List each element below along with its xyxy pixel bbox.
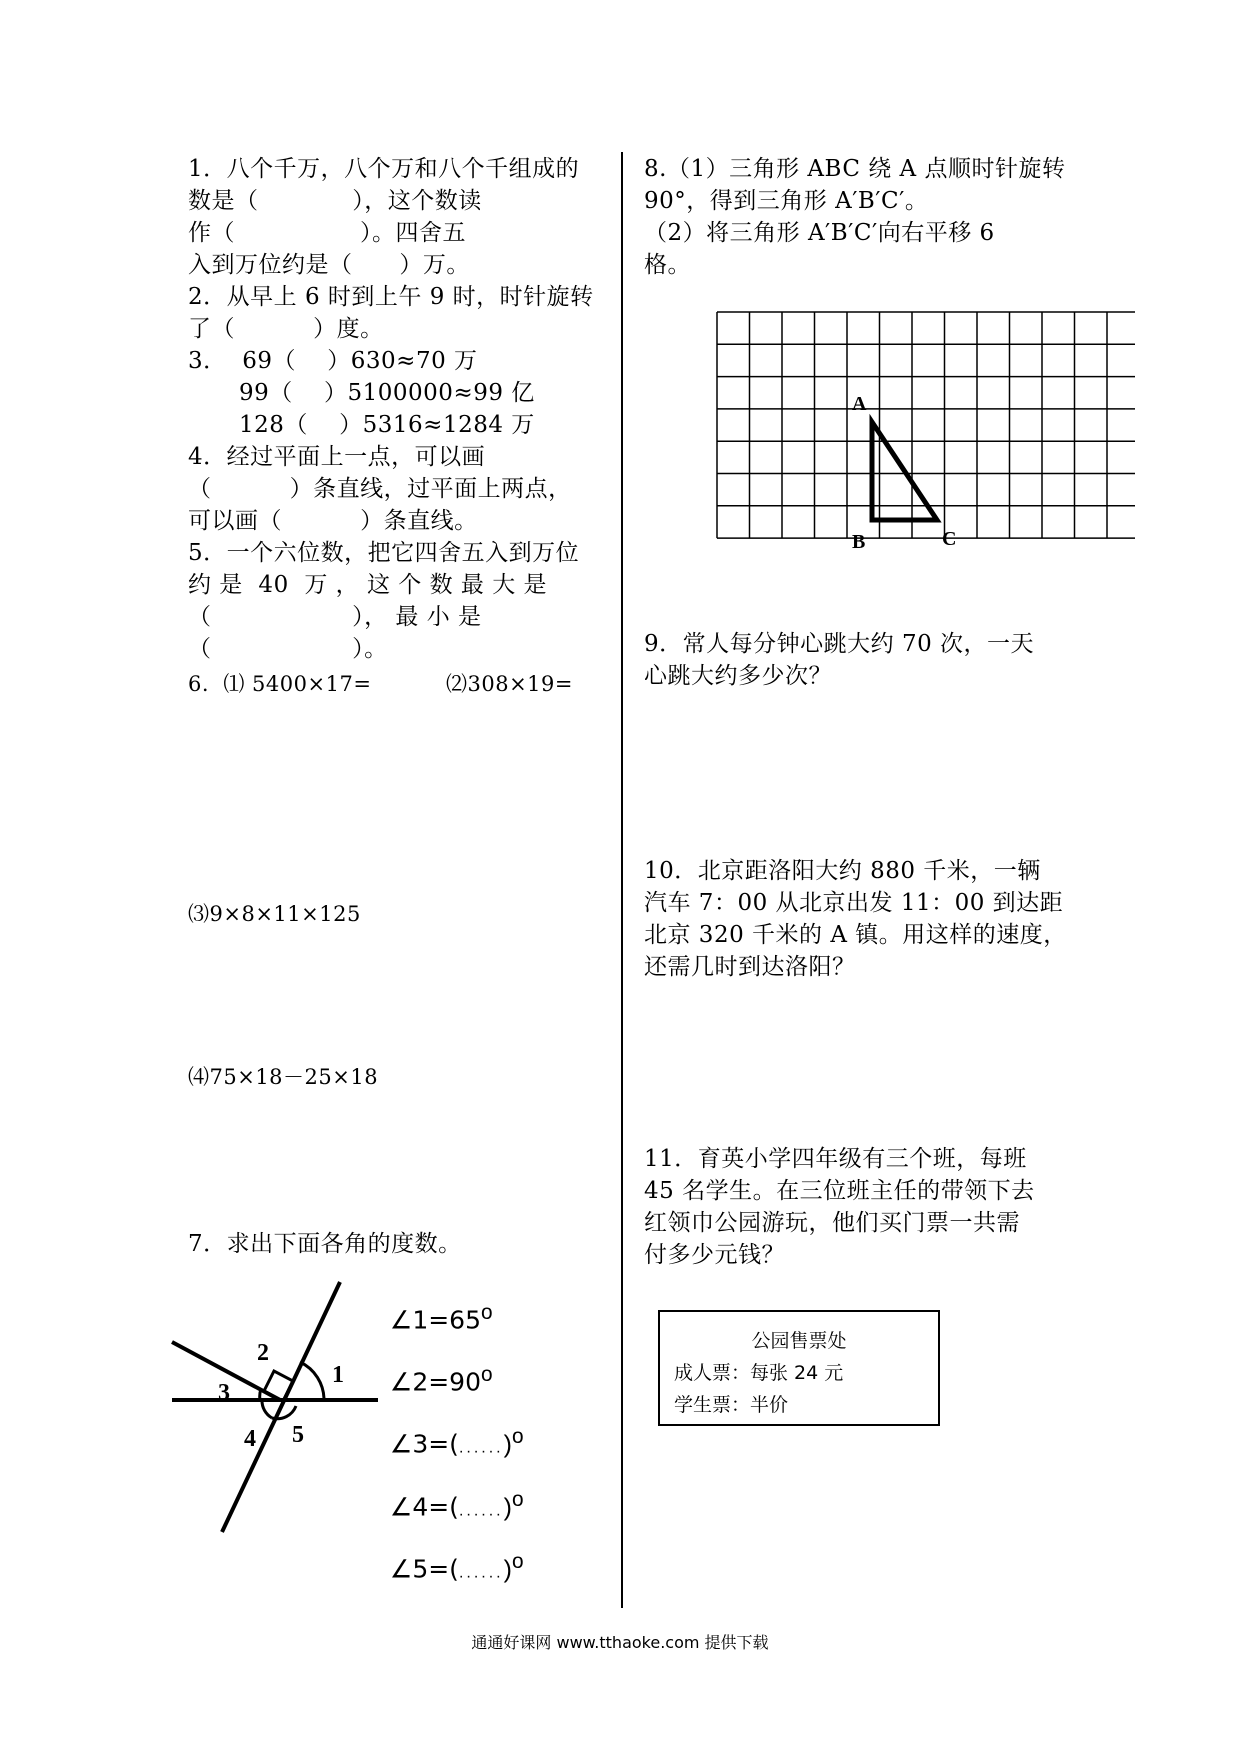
q5-line-3: （ ）， 最 小 是: [188, 604, 482, 630]
degree-mark: o: [511, 1550, 524, 1573]
angle-4-close: ): [503, 1493, 512, 1522]
column-divider: [621, 152, 623, 1608]
q7-title: 7．求出下面各角的度数。: [188, 1231, 462, 1257]
angle-3-prefix: ∠3=(: [389, 1429, 459, 1459]
q3-line-3: 128（ ）5316≈1284 万: [239, 412, 535, 438]
grid-label-b: B: [852, 531, 866, 553]
angle-3-answer: [376, 1396, 524, 1459]
angle-2-prefix: ∠2=90: [389, 1367, 481, 1397]
q10-line-3: 北京 320 千米的 A 镇。用这样的速度，: [644, 922, 1067, 948]
q8-line-1: 8.（1）三角形 ABC 绕 A 点顺时针旋转: [644, 156, 1066, 182]
q6-part-2: ⑵308×19=: [446, 672, 573, 696]
q11-line-1: 11．育英小学四年级有三个班，每班: [644, 1146, 1027, 1172]
q10-line-4: 还需几时到达洛阳？: [644, 954, 856, 980]
angle-3-close: ): [503, 1430, 512, 1459]
q8-line-4: 格。: [644, 252, 691, 278]
degree-mark: o: [480, 1363, 493, 1386]
angle-label-5: 5: [292, 1422, 304, 1448]
degree-mark: o: [480, 1301, 493, 1324]
angle-2-answer: [376, 1334, 493, 1397]
q8-line-2: 90°，得到三角形 A′B′C′。: [644, 188, 929, 214]
angle-5-answer: [376, 1521, 524, 1584]
q2-line-1: 2．从早上 6 时到上午 9 时，时针旋转: [188, 284, 594, 310]
q11-line-4: 付多少元钱？: [644, 1242, 785, 1268]
q6-part-1: 6. ⑴ 5400×17=: [188, 672, 372, 696]
angle-4-blank: ......: [458, 1502, 504, 1520]
rotation-grid: [715, 310, 1135, 564]
degree-mark: o: [511, 1425, 524, 1448]
page-footer: 通通好课网 www.tthaoke.com 提供下载: [471, 1633, 769, 1652]
q5-line-4: （ ）。: [188, 636, 388, 662]
angle-label-1: 1: [332, 1362, 344, 1388]
ticket-title: 公园售票处: [751, 1330, 847, 1352]
q6-part-3: ⑶9×8×11×125: [188, 902, 361, 926]
grid-label-c: C: [942, 528, 957, 550]
q10-line-1: 10．北京距洛阳大约 880 千米，一辆: [644, 858, 1041, 884]
q9-line-2: 心跳大约多少次？: [644, 663, 832, 689]
angle-4-answer: [376, 1459, 524, 1522]
angle-label-4: 4: [244, 1426, 256, 1452]
ticket-adult-price: 成人票：每张 24 元: [674, 1362, 844, 1384]
q11-line-2: 45 名学生。在三位班主任的带领下去: [644, 1178, 1035, 1204]
angle-figure: [160, 1270, 390, 1550]
q1-line-4: 入到万位约是（ ）万。: [188, 252, 470, 278]
angle-label-2: 2: [257, 1340, 269, 1366]
q2-line-2: 了（ ）度。: [188, 316, 384, 342]
q11-line-3: 红领巾公园游玩，他们买门票一共需: [644, 1210, 1020, 1236]
q5-line-1: 5．一个六位数，把它四舍五入到万位: [188, 540, 580, 566]
angle-5-blank: ......: [458, 1564, 504, 1582]
q4-line-1: 4．经过平面上一点，可以画: [188, 444, 486, 470]
angle-5-close: ): [503, 1555, 512, 1584]
degree-mark: o: [511, 1488, 524, 1511]
q3-line-2: 99（ ）5100000≈99 亿: [239, 380, 535, 406]
angle-5-prefix: ∠5=(: [389, 1554, 459, 1584]
q4-line-2: （ ）条直线，过平面上两点，: [188, 476, 572, 502]
angle-4-prefix: ∠4=(: [389, 1492, 459, 1522]
q9-line-1: 9．常人每分钟心跳大约 70 次，一天: [644, 631, 1035, 657]
angle-3-blank: ......: [458, 1439, 504, 1457]
angle-label-3: 3: [218, 1380, 230, 1406]
ticket-student-price: 学生票：半价: [674, 1394, 789, 1416]
q1-line-3: 作（ ）。四舍五: [188, 220, 466, 246]
angle-1-prefix: ∠1=65: [389, 1305, 481, 1335]
q3-line-1: 3． 69（ ）630≈70 万: [188, 348, 478, 374]
q1-line-1: 1．八个千万，八个万和八个千组成的: [188, 156, 580, 182]
q4-line-3: 可以画（ ）条直线。: [188, 508, 478, 534]
q8-line-3: （2）将三角形 A′B′C′向右平移 6: [644, 220, 995, 246]
q5-line-2: 约 是 40 万 ， 这 个 数 最 大 是: [188, 572, 547, 598]
grid-label-a: A: [852, 393, 867, 415]
q1-line-2: 数是（ ），这个数读: [188, 188, 482, 214]
angle-1-answer: [376, 1272, 493, 1335]
ticket-office-box: [658, 1310, 940, 1426]
q10-line-2: 汽车 7：00 从北京出发 11：00 到达距: [644, 890, 1064, 916]
q6-part-4: ⑷75×18－25×18: [188, 1065, 379, 1089]
